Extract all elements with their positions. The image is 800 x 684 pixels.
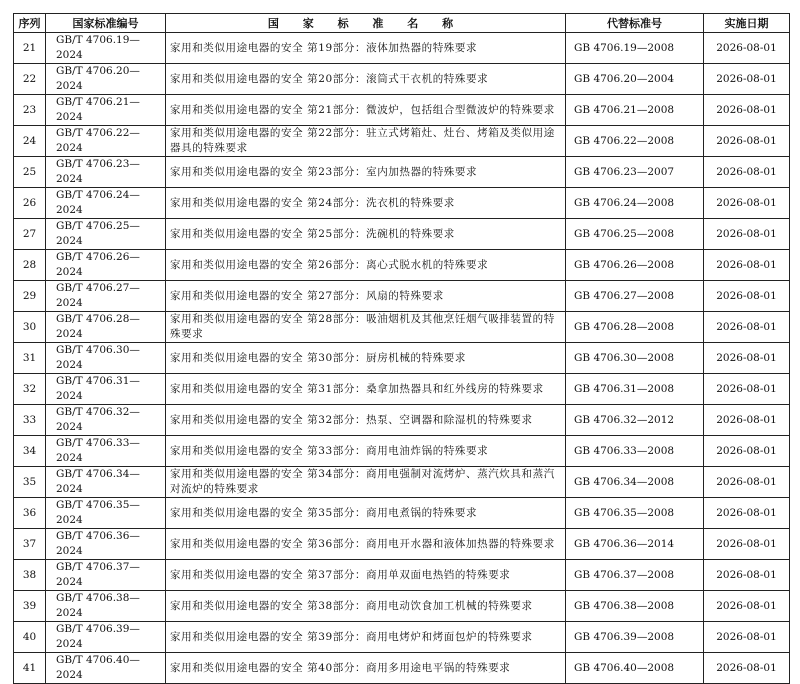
row-replaced: GB 4706.32—2012 [566,405,704,436]
row-replaced: GB 4706.19—2008 [566,33,704,64]
row-date: 2026-08-01 [704,591,790,622]
row-std-name: 家用和类似用途电器的安全 第36部分：商用电开水器和液体加热器的特殊要求 [166,529,566,560]
row-index: 32 [14,374,46,405]
standards-table [13,13,790,684]
row-replaced: GB 4706.30—2008 [566,343,704,374]
table-row [14,219,790,250]
row-date: 2026-08-01 [704,529,790,560]
table-row [14,281,790,312]
row-std-no: GB/T 4706.25—2024 [46,219,166,250]
row-replaced: GB 4706.25—2008 [566,219,704,250]
row-replaced: GB 4706.28—2008 [566,312,704,343]
table-row [14,312,790,343]
table-row [14,95,790,126]
header-index: 序列 [14,14,46,33]
row-std-no: GB/T 4706.22—2024 [46,126,166,157]
table-row [14,343,790,374]
row-replaced: GB 4706.40—2008 [566,653,704,684]
row-std-no: GB/T 4706.28—2024 [46,312,166,343]
row-date: 2026-08-01 [704,405,790,436]
table-row [14,374,790,405]
row-replaced: GB 4706.23—2007 [566,157,704,188]
row-date: 2026-08-01 [704,436,790,467]
row-index: 21 [14,33,46,64]
standards-table-container [13,13,789,684]
row-std-name: 家用和类似用途电器的安全 第30部分：厨房机械的特殊要求 [166,343,566,374]
row-replaced: GB 4706.33—2008 [566,436,704,467]
row-std-no: GB/T 4706.27—2024 [46,281,166,312]
row-date: 2026-08-01 [704,33,790,64]
row-std-no: GB/T 4706.20—2024 [46,64,166,95]
row-date: 2026-08-01 [704,374,790,405]
table-row [14,126,790,157]
table-row [14,591,790,622]
row-std-name: 家用和类似用途电器的安全 第22部分：驻立式烤箱灶、灶台、烤箱及类似用途器具的特殊要求 [166,126,566,157]
row-std-no: GB/T 4706.32—2024 [46,405,166,436]
row-std-name: 家用和类似用途电器的安全 第32部分：热泵、空调器和除湿机的特殊要求 [166,405,566,436]
row-date: 2026-08-01 [704,157,790,188]
row-index: 36 [14,498,46,529]
row-date: 2026-08-01 [704,560,790,591]
row-std-no: GB/T 4706.24—2024 [46,188,166,219]
row-index: 39 [14,591,46,622]
row-replaced: GB 4706.27—2008 [566,281,704,312]
row-replaced: GB 4706.26—2008 [566,250,704,281]
row-std-name: 家用和类似用途电器的安全 第33部分：商用电油炸锅的特殊要求 [166,436,566,467]
row-std-name: 家用和类似用途电器的安全 第26部分：离心式脱水机的特殊要求 [166,250,566,281]
row-replaced: GB 4706.39—2008 [566,622,704,653]
row-date: 2026-08-01 [704,312,790,343]
row-date: 2026-08-01 [704,653,790,684]
row-std-no: GB/T 4706.38—2024 [46,591,166,622]
row-index: 23 [14,95,46,126]
row-std-name: 家用和类似用途电器的安全 第31部分：桑拿加热器具和红外线房的特殊要求 [166,374,566,405]
row-date: 2026-08-01 [704,343,790,374]
row-index: 38 [14,560,46,591]
row-index: 30 [14,312,46,343]
table-row [14,653,790,684]
row-std-no: GB/T 4706.23—2024 [46,157,166,188]
row-replaced: GB 4706.36—2014 [566,529,704,560]
row-date: 2026-08-01 [704,95,790,126]
row-index: 29 [14,281,46,312]
row-replaced: GB 4706.22—2008 [566,126,704,157]
row-index: 27 [14,219,46,250]
row-replaced: GB 4706.35—2008 [566,498,704,529]
row-date: 2026-08-01 [704,622,790,653]
row-std-no: GB/T 4706.26—2024 [46,250,166,281]
table-row [14,467,790,498]
row-index: 31 [14,343,46,374]
table-row [14,33,790,64]
row-std-name: 家用和类似用途电器的安全 第27部分：风扇的特殊要求 [166,281,566,312]
row-std-name: 家用和类似用途电器的安全 第21部分：微波炉，包括组合型微波炉的特殊要求 [166,95,566,126]
row-replaced: GB 4706.20—2004 [566,64,704,95]
row-date: 2026-08-01 [704,250,790,281]
row-std-no: GB/T 4706.31—2024 [46,374,166,405]
row-date: 2026-08-01 [704,498,790,529]
row-index: 22 [14,64,46,95]
row-index: 26 [14,188,46,219]
row-std-name: 家用和类似用途电器的安全 第39部分：商用电烤炉和烤面包炉的特殊要求 [166,622,566,653]
row-std-no: GB/T 4706.33—2024 [46,436,166,467]
row-index: 41 [14,653,46,684]
row-date: 2026-08-01 [704,64,790,95]
row-index: 25 [14,157,46,188]
table-row [14,622,790,653]
row-date: 2026-08-01 [704,219,790,250]
row-date: 2026-08-01 [704,188,790,219]
header-date: 实施日期 [704,14,790,33]
row-std-no: GB/T 4706.39—2024 [46,622,166,653]
row-std-name: 家用和类似用途电器的安全 第19部分：液体加热器的特殊要求 [166,33,566,64]
row-std-name: 家用和类似用途电器的安全 第37部分：商用单双面电热铛的特殊要求 [166,560,566,591]
row-replaced: GB 4706.24—2008 [566,188,704,219]
header-std-name: 国 家 标 准 名 称 [166,14,566,33]
table-row [14,405,790,436]
table-row [14,64,790,95]
table-row [14,250,790,281]
row-std-no: GB/T 4706.37—2024 [46,560,166,591]
row-index: 34 [14,436,46,467]
row-std-no: GB/T 4706.30—2024 [46,343,166,374]
header-replaced: 代替标准号 [566,14,704,33]
table-row [14,560,790,591]
row-index: 28 [14,250,46,281]
table-row [14,436,790,467]
row-std-name: 家用和类似用途电器的安全 第20部分：滚筒式干衣机的特殊要求 [166,64,566,95]
row-std-name: 家用和类似用途电器的安全 第38部分：商用电动饮食加工机械的特殊要求 [166,591,566,622]
header-std-no: 国家标准编号 [46,14,166,33]
row-std-name: 家用和类似用途电器的安全 第35部分：商用电煮锅的特殊要求 [166,498,566,529]
row-index: 24 [14,126,46,157]
row-date: 2026-08-01 [704,126,790,157]
row-std-no: GB/T 4706.19—2024 [46,33,166,64]
row-date: 2026-08-01 [704,281,790,312]
table-header-row [14,14,790,33]
row-index: 35 [14,467,46,498]
row-std-no: GB/T 4706.40—2024 [46,653,166,684]
row-std-name: 家用和类似用途电器的安全 第24部分：洗衣机的特殊要求 [166,188,566,219]
row-date: 2026-08-01 [704,467,790,498]
row-index: 40 [14,622,46,653]
row-std-name: 家用和类似用途电器的安全 第40部分：商用多用途电平锅的特殊要求 [166,653,566,684]
row-std-no: GB/T 4706.36—2024 [46,529,166,560]
row-std-name: 家用和类似用途电器的安全 第34部分：商用电强制对流烤炉、蒸汽炊具和蒸汽对流炉的特殊要求 [166,467,566,498]
row-std-name: 家用和类似用途电器的安全 第23部分：室内加热器的特殊要求 [166,157,566,188]
row-std-no: GB/T 4706.35—2024 [46,498,166,529]
row-std-no: GB/T 4706.21—2024 [46,95,166,126]
row-std-name: 家用和类似用途电器的安全 第28部分：吸油烟机及其他烹饪烟气吸排装置的特殊要求 [166,312,566,343]
table-body [14,33,790,684]
row-replaced: GB 4706.38—2008 [566,591,704,622]
row-replaced: GB 4706.31—2008 [566,374,704,405]
row-replaced: GB 4706.21—2008 [566,95,704,126]
table-row [14,529,790,560]
row-replaced: GB 4706.37—2008 [566,560,704,591]
row-index: 33 [14,405,46,436]
row-index: 37 [14,529,46,560]
row-std-no: GB/T 4706.34—2024 [46,467,166,498]
table-row [14,498,790,529]
row-std-name: 家用和类似用途电器的安全 第25部分：洗碗机的特殊要求 [166,219,566,250]
table-row [14,188,790,219]
row-replaced: GB 4706.34—2008 [566,467,704,498]
table-row [14,157,790,188]
